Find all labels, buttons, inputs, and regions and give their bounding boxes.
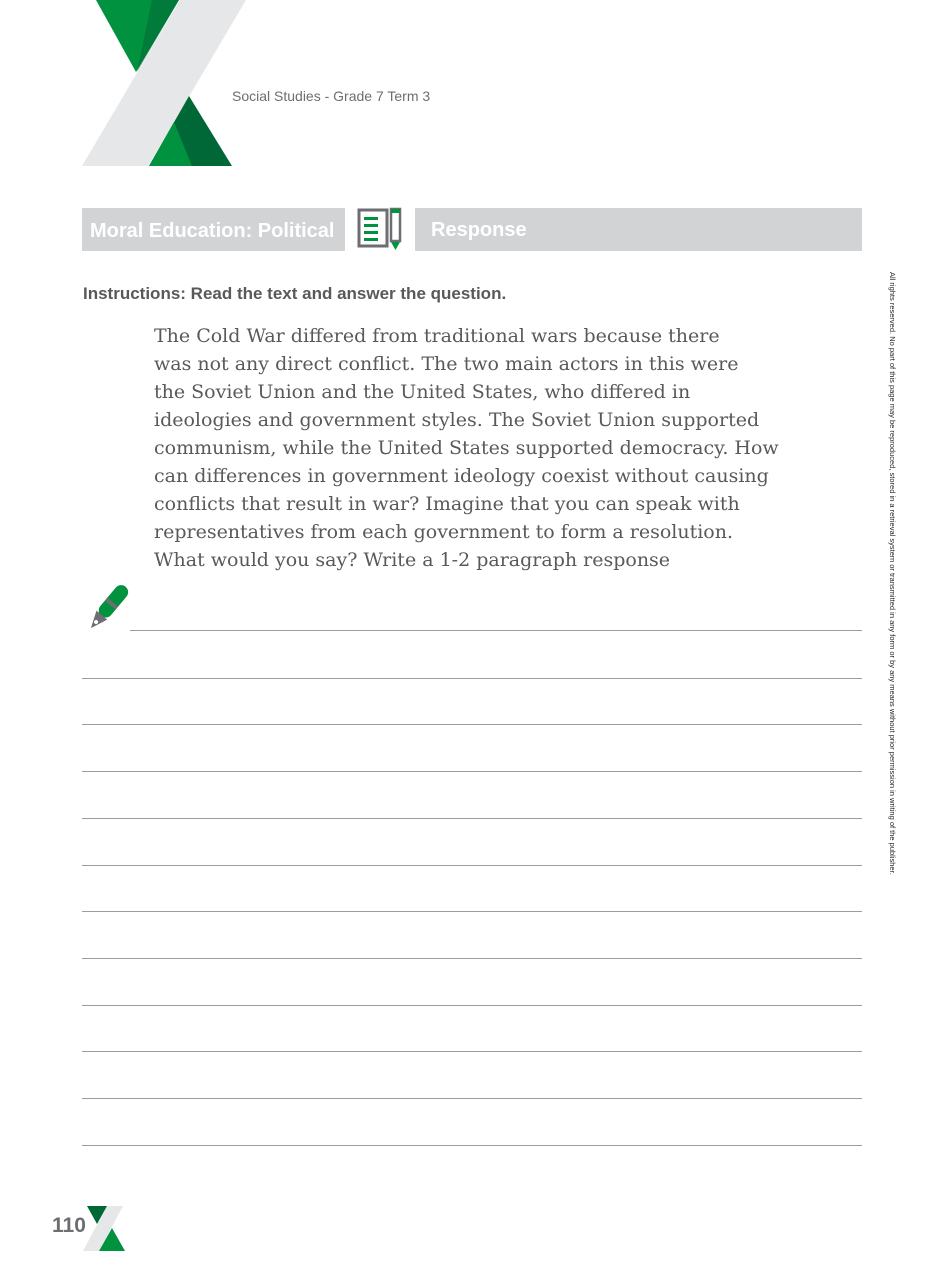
answer-line[interactable]	[82, 724, 862, 725]
passage-line: the Soviet Union and the United States, who differed in	[154, 381, 691, 403]
page-number: 110	[52, 1214, 86, 1237]
response-label: Response	[431, 219, 527, 241]
answer-line[interactable]	[82, 958, 862, 959]
answer-line[interactable]	[82, 1098, 862, 1099]
publisher-logo-small	[83, 1206, 125, 1251]
passage-line: communism, while the United States supported democracy. How	[154, 437, 779, 459]
copyright-notice: All rights reserved. No part of this page may be reproduced, stored in a retrieval system or transmitted in any form or by any means without prior permission in writing of the publisher.	[888, 272, 897, 875]
answer-line[interactable]	[82, 1005, 862, 1006]
answer-line[interactable]	[82, 911, 862, 912]
instructions: Instructions: Read the text and answer the question.	[83, 284, 507, 303]
passage-line: representatives from each government to form a resolution.	[154, 521, 734, 543]
section-title: Moral Education: Political	[90, 220, 335, 242]
answer-line[interactable]	[82, 818, 862, 819]
answer-line[interactable]	[82, 678, 862, 679]
answer-line[interactable]	[82, 771, 862, 772]
passage-line: What would you say? Write a 1-2 paragraph response	[154, 549, 671, 571]
answer-line[interactable]	[82, 1145, 862, 1146]
page-header-title: Social Studies - Grade 7 Term 3	[232, 88, 431, 104]
answer-line[interactable]	[130, 630, 862, 631]
passage-line: The Cold War differed from traditional wars because there	[154, 325, 720, 347]
passage-line: can differences in government ideology coexist without causing	[154, 465, 769, 487]
passage-line: conflicts that result in war? Imagine that you can speak with	[154, 493, 740, 515]
passage-line: was not any direct conflict. The two main actors in this were	[154, 353, 739, 375]
answer-lines[interactable]	[82, 0, 862, 1276]
passage-line: ideologies and government styles. The Soviet Union supported	[154, 409, 760, 431]
answer-line[interactable]	[82, 1051, 862, 1052]
answer-line[interactable]	[82, 865, 862, 866]
